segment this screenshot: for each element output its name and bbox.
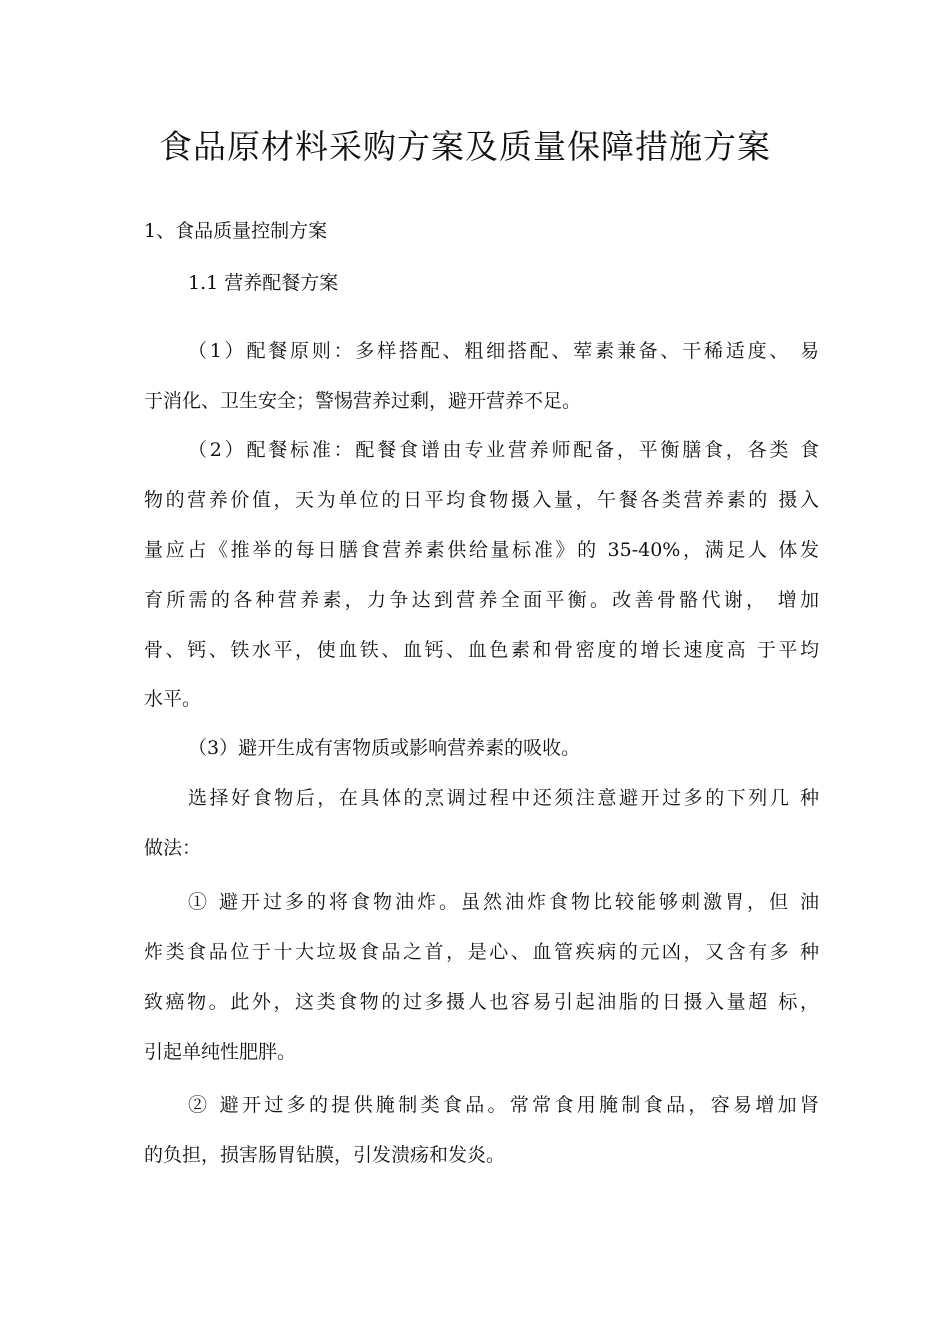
subsection-heading: 1.1 营养配餐方案: [188, 272, 339, 294]
paragraph-line: 骨、钙、铁水平，使血铁、血钙、血色素和骨密度的增长速度高 于平均: [144, 639, 819, 661]
paragraph-line: （1）配餐原则：多样搭配、粗细搭配、荤素兼备、干稀适度、 易: [188, 340, 819, 362]
paragraph-line: 致癌物。此外，这类食物的过多摄人也容易引起油脂的日摄入量超 标，: [144, 991, 819, 1013]
paragraph-line: 育所需的各种营养素，力争达到营养全面平衡。改善骨骼代谢， 增加: [144, 589, 819, 611]
paragraph-line: 物的营养价值，天为单位的日平均食物摄入量，午餐各类营养素的 摄入: [144, 489, 819, 511]
paragraph-line: 做法：: [144, 837, 202, 859]
paragraph-line: 量应占《推举的每日膳食营养素供给量标准》的 35-40%，满足人 体发: [144, 539, 819, 561]
paragraph-line: ① 避开过多的将食物油炸。虽然油炸食物比较能够刺激胃，但 油: [188, 891, 819, 913]
document-title: 食品原材料采购方案及质量保障措施方案: [159, 127, 771, 166]
section-heading: 1、食品质量控制方案: [144, 220, 328, 242]
paragraph-line: （3）避开生成有害物质或影响营养素的吸收。: [188, 737, 581, 759]
paragraph-line: 选择好食物后，在具体的烹调过程中还须注意避开过多的下列几 种: [188, 787, 819, 809]
paragraph-line: （2）配餐标准：配餐食谱由专业营养师配备，平衡膳食，各类 食: [188, 439, 819, 461]
paragraph-line: 引起单纯性肥胖。: [144, 1041, 297, 1063]
paragraph-line: 的负担，损害肠胃钻膜，引发溃疡和发炎。: [144, 1144, 506, 1166]
paragraph-line: 水平。: [144, 688, 202, 710]
paragraph-line: 炸类食品位于十大垃圾食品之首，是心、血管疾病的元凶，又含有多 种: [144, 941, 819, 963]
paragraph-line: 于消化、卫生安全；警惕营养过剩，避开营养不足。: [144, 390, 582, 412]
paragraph-line: ② 避开过多的提供腌制类食品。常常食用腌制食品，容易增加肾: [188, 1094, 819, 1116]
